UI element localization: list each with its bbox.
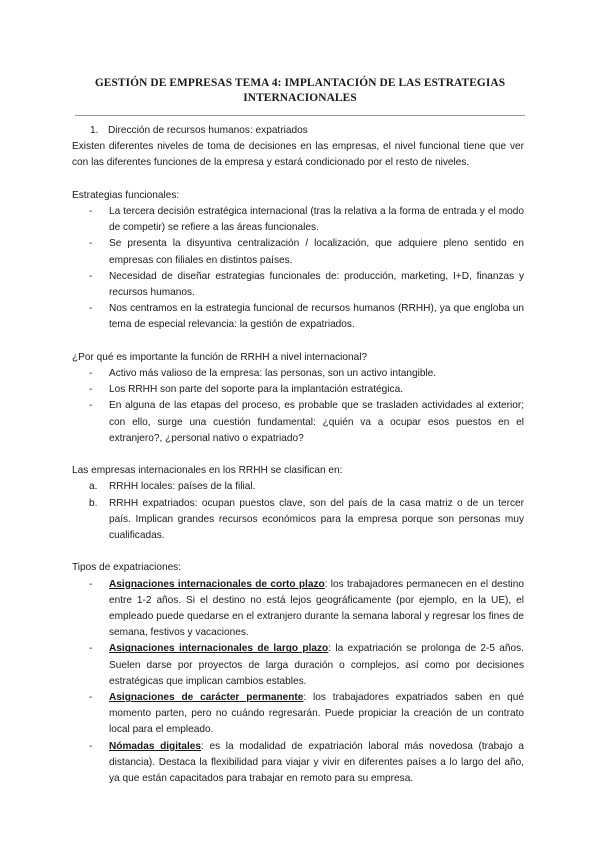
bullet-dash: - <box>89 692 93 704</box>
term-description: : es la modalidad de expatriación laboral más novedosa (trabajo a distancia). Destaca la flexibilidad para viajar y vivir en diferentes países a lo largo del año, ya que están capacitados para trabajar en remoto para su empresa. <box>109 740 524 785</box>
clasificacion-list <box>72 479 524 544</box>
tipos-list <box>72 577 524 788</box>
bullet-dash: - <box>89 368 93 380</box>
list-item <box>72 236 524 268</box>
list-item <box>72 382 524 398</box>
spacer <box>72 172 524 188</box>
list-item <box>72 739 524 788</box>
bullet-dash: - <box>89 238 93 250</box>
list-item-text: La tercera decisión estratégica internacional (tras la relativa a la forma de entrada y el modo de competir) se refiere a las áreas funcionales. <box>109 206 524 234</box>
list-item-text: Necesidad de diseñar estrategias funcionales de: producción, marketing, I+D, finanzas y recursos humanos. <box>109 270 524 299</box>
term-description: : los trabajadores expatriados saben en qué momento parten, pero no cuándo regresarán. Puede propiciar la creación de un contrato local para el empleado. <box>109 692 524 736</box>
importancia-list <box>72 366 524 447</box>
funcional-list <box>72 204 524 334</box>
term-description: : los trabajadores permanecen en el destino entre 1-2 años. Si el destino no está lejos geográficamente (por ejemplo, en la UE), el empleado puede quedarse en el extranjero durante la semana laboral y regresar los fines de semana, festivos y vacaciones. <box>109 578 524 639</box>
tipos-heading: Tipos de expatriaciones: <box>72 562 182 574</box>
list-item-text: RRHH locales: países de la filial. <box>109 481 256 493</box>
section-number: 1. <box>90 125 99 136</box>
spacer <box>72 447 524 463</box>
importancia-heading: ¿Por qué es importante la función de RRHH a nivel internacional? <box>72 351 368 363</box>
bullet-dash: - <box>89 206 93 217</box>
document-title: GESTIÓN DE EMPRESAS TEMA 4: IMPLANTACIÓN DE LAS ESTRATEGIAS INTERNACIONALES <box>94 77 506 104</box>
list-item <box>72 690 524 739</box>
list-item-text: RRHH expatriados: ocupan puestos clave, son del país de la casa matriz o de un tercer país. Implican grandes recursos económicos para la empresa porque son personas muy cualificadas. <box>109 497 524 542</box>
list-item-text: Los RRHH son parte del soporte para la implantación estratégica. <box>109 384 403 396</box>
bullet-dash: - <box>89 643 93 655</box>
list-item <box>72 269 524 301</box>
bullet-dash: - <box>89 578 93 590</box>
list-letter: a. <box>89 481 98 493</box>
list-item <box>72 577 524 642</box>
document-body <box>72 123 524 787</box>
bullet-dash: - <box>89 270 93 282</box>
clasificacion-heading: Las empresas internacionales en los RRHH se clasifican en: <box>72 465 343 477</box>
section-heading <box>72 123 524 139</box>
list-item <box>72 496 524 545</box>
spacer <box>72 334 524 350</box>
term-label: Nómadas digitales <box>109 740 202 752</box>
list-letter: b. <box>89 497 98 509</box>
list-item-text: Nos centramos en la estrategia funcional de recursos humanos (RRHH), ya que engloba un tema de especial relevancia: la gestión de expatriados. <box>109 303 524 331</box>
term-label: Asignaciones de carácter permanente <box>109 692 304 704</box>
intro-paragraph: Existen diferentes niveles de toma de decisiones en las empresas, el nivel funcional tiene que ver con las diferentes funciones de la empresa y estará condicionado por el resto de niveles. <box>72 141 524 169</box>
title-divider <box>75 115 525 116</box>
funcional-heading: Estrategias funcionales: <box>72 189 180 201</box>
list-item <box>72 301 524 333</box>
list-item <box>72 204 524 236</box>
list-item <box>72 479 524 495</box>
term-label: Asignaciones internacionales de largo plazo <box>109 643 329 655</box>
term-label: Asignaciones internacionales de corto plazo <box>109 578 325 590</box>
section-heading-text: Dirección de recursos humanos: expatriados <box>108 125 308 136</box>
bullet-dash: - <box>89 400 93 412</box>
list-item-text: En alguna de las etapas del proceso, es probable que se trasladen actividades al exterior; con ello, surge una cuestión fundamental: ¿quién va a ocupar esos puestos en el extranjero?, ¿personal nativo o expatriado? <box>109 400 524 444</box>
bullet-dash: - <box>89 740 93 752</box>
list-item-text: Activo más valioso de la empresa: las personas, son un activo intangible. <box>109 368 437 380</box>
list-item-text: Se presenta la disyuntiva centralización / localización, que adquiere pleno sentido en empresas con filiales en distintos países. <box>109 238 524 266</box>
bullet-dash: - <box>89 303 93 315</box>
list-item <box>72 366 524 382</box>
list-item <box>72 641 524 690</box>
term-description: : la expatriación se prolonga de 2-5 años. Suelen darse por proyectos de larga duración o complejos, así como por decisiones estratégicas que implican cambios estables. <box>109 643 524 687</box>
bullet-dash: - <box>89 384 93 396</box>
list-item <box>72 398 524 447</box>
spacer <box>72 544 524 560</box>
